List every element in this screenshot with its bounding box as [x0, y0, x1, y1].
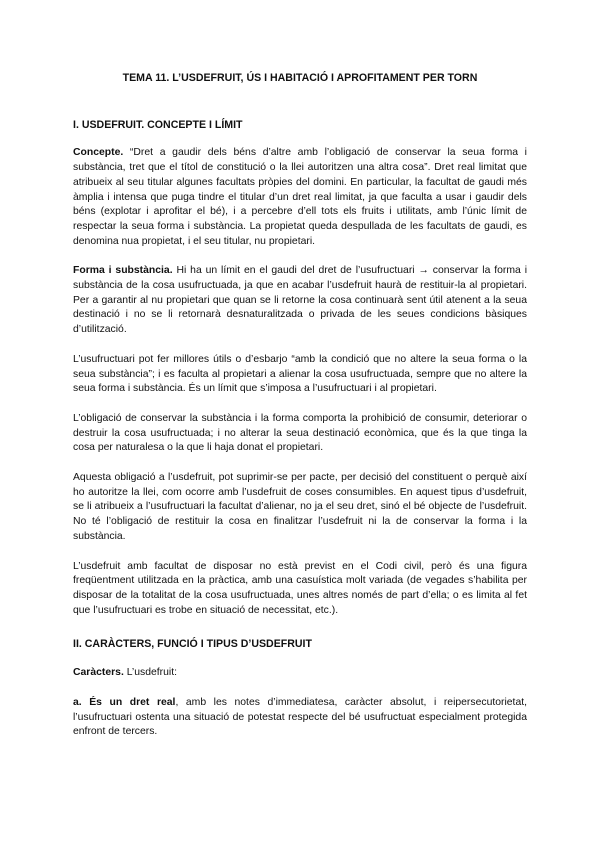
dret-real-text: , amb les notes d’immediatesa, caràcter absolut, i reipersecutorietat, l’usufructuari ostenta una situació de potestat respecte del bé usufructuat especialment protegida enfront de tercers.	[73, 696, 527, 738]
paragraph-obligacio-conservar: L’obligació de conservar la substància i la forma comporta la prohibició de consumir, deteriorar o destruir la cosa usufructuada; i no alterar la seua destinació econòmica, que és la que tinga la cosa per naturalesa o la que li haja donat el propietari.	[73, 412, 527, 454]
section-heading-2: II. CARÀCTERS, FUNCIÓ I TIPUS D’USDEFRUIT	[73, 638, 312, 651]
caracters-text: L’usdefruit:	[123, 667, 177, 679]
paragraph-dret-real	[73, 696, 527, 740]
dret-real-label: a. És un dret real	[73, 696, 176, 708]
caracters-label: Caràcters.	[73, 667, 124, 679]
concepte-text: “Dret a gaudir dels béns d’altre amb l’obligació de conservar la seua forma i substància, tret que el títol de constitució o la llei autoritzen una altra cosa”. Dret real limitat que atribueix al seu titular algunes facultats pròpies del domini. En particular, la facultat de gaudi més àmplia i intensa que puga tindre el titular d’un dret real limitat, ja que faculta a usar i gaudir dels béns (explotar i aprofitar el bé), i a percebre d’ell tots els fruits i utilitats, amb l’únic límit de respectar la seua forma i substància. La propietat queda despullada de les facultats de gaudi, es denomina nua propietat, i el seu titular, nu propietari.	[73, 147, 527, 247]
document-title: TEMA 11. L’USDEFRUIT, ÚS I HABITACIÓ I APROFITAMENT PER TORN	[122, 72, 478, 84]
paragraph-supressio-pacte: Aquesta obligació a l’usdefruit, pot suprimir-se per pacte, per decisió del constituent o perquè així ho autoritze la llei, com ocorre amb l’usdefruit de coses consumibles. En aquest tipus d’usdefruit, se li atribueix a l’usufructuari la facultat d’alienar, no ja el seu dret, sinó el bé objecte de l’usdefruit. No té l’obligació de restituir la cosa en finalitzar l’usdefruit ni la de conservar la forma i la substància.	[73, 472, 527, 542]
paragraph-concepte	[73, 146, 527, 249]
section-heading-1: I. USDEFRUIT. CONCEPTE I LÍMIT	[73, 118, 243, 131]
paragraph-facultat-disposar: L’usdefruit amb facultat de disposar no està previst en el Codi civil, però és una figura freqüentment utilitzada en la pràctica, amb una casuística molt variada (de vegades s’habilita per disposar de la totalitat de la cosa usufructuada, unes altres només de part d’ella; o es limita al fet que l’usufructuari es trobe en situació de necessitat, etc.).	[73, 560, 527, 616]
paragraph-millores: L’usufructuari pot fer millores útils o d’esbarjo “amb la condició que no altere la seua forma o la seua substància”; i es faculta al propietari a alienar la cosa usufructuada, sempre que no altere la seua forma i substància. És un límit que s’imposa a l’usufructuari i al propietari.	[73, 353, 527, 395]
forma-substancia-label: Forma i substància.	[73, 265, 173, 277]
paragraph-caracters	[73, 666, 527, 681]
concepte-label: Concepte.	[73, 147, 124, 159]
paragraph-forma-substancia	[73, 264, 527, 338]
forma-substancia-text: Hi ha un límit en el gaudi del dret de l’usufructuari → conservar la forma i substància de la cosa usufructuada, ja que en acabar l’usdefruit haurà de restituir-la al propietari. Per a garantir al nu propietari que quan se li retorne la cosa continuarà sent útil atenent a la seua destinació i no se li retornarà desnaturalitzada o privada de les seues condicions bàsiques d’utilització.	[73, 265, 527, 336]
